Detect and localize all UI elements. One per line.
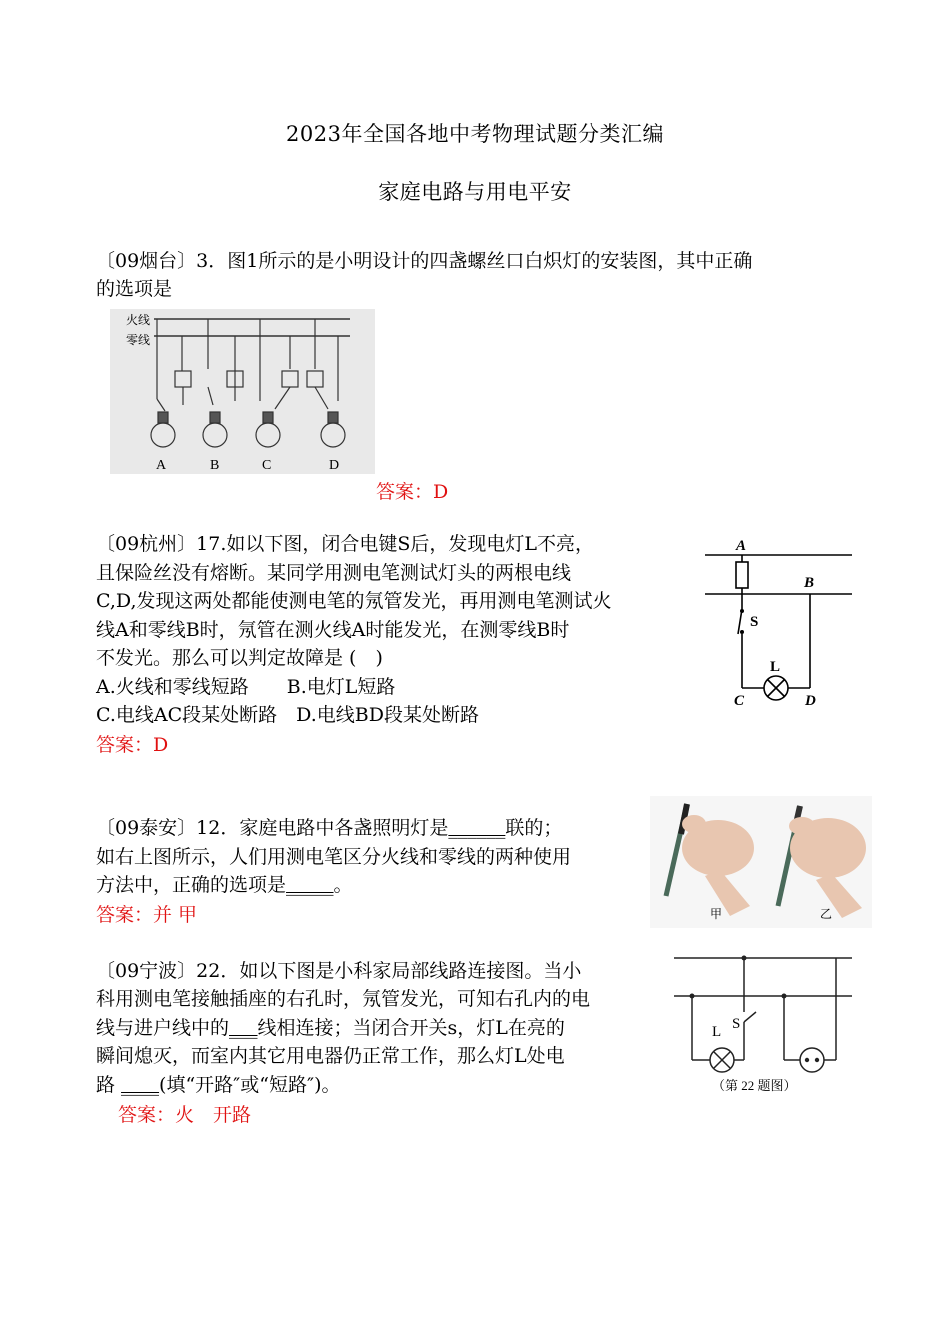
q3-text-line3 bbox=[96, 871, 353, 900]
fig1-label-c: C bbox=[262, 458, 272, 473]
fig4-label-s: S bbox=[732, 1016, 741, 1032]
q4-circuit-diagram bbox=[672, 950, 856, 1095]
q3-answer: 答案：并 甲 bbox=[96, 904, 198, 926]
q1-text-line1: 〔09烟台〕3．图1所示的是小明设计的四盏螺丝口白炽灯的安装图，其中正确 bbox=[96, 250, 753, 272]
q2-answer: 答案：D bbox=[96, 734, 169, 756]
q2-text-line1: 〔09杭州〕17.如以下图，闭合电键S后，发现电灯L不亮， bbox=[96, 533, 595, 555]
q3-line3-post: 。 bbox=[333, 874, 353, 896]
fig2-label-s: S bbox=[750, 614, 759, 630]
q2-options-ab: A.火线和零线短路 B.电灯L短路 bbox=[96, 676, 396, 698]
document-title: 2023年全国各地中考物理试题分类汇编 bbox=[286, 122, 664, 146]
fig1-label-a: A bbox=[156, 458, 167, 473]
q4-blank-1: ___ bbox=[229, 1017, 258, 1039]
q4-text-line1: 〔09宁波〕22．如以下图是小科家局部线路连接图。当小 bbox=[96, 960, 582, 982]
document-subtitle: 家庭电路与用电平安 bbox=[378, 180, 572, 204]
fig1-label-d: D bbox=[329, 458, 340, 473]
q4-blank-2: ____ bbox=[121, 1074, 160, 1096]
q4-text-line4: 瞬间熄灭，而室内其它用电器仍正常工作，那么灯L处电 bbox=[96, 1045, 565, 1067]
fig2-label-d: D bbox=[805, 693, 816, 709]
q4-line3-post: 线相连接；当闭合开关s，灯L在亮的 bbox=[257, 1017, 565, 1039]
q2-text-line5: 不发光。那么可以判定故障是 ( ) bbox=[96, 647, 383, 669]
neutral-wire-label: 零线 bbox=[126, 333, 151, 347]
q4-answer: 答案：火 开路 bbox=[118, 1104, 252, 1126]
q4-line3-pre: 线与进户线中的 bbox=[96, 1017, 230, 1039]
fig4-label-l: L bbox=[712, 1024, 722, 1040]
q2-text-line4: 线A和零线B时，氖管在测火线A时能发光，在测零线B时 bbox=[96, 619, 570, 641]
q1-figure bbox=[110, 309, 375, 474]
q2-options-cd: C.电线AC段某处断路 D.电线BD段某处断路 bbox=[96, 704, 479, 726]
fig4-caption: （第 22 题图） bbox=[712, 1078, 797, 1093]
q3-blank-1: ______ bbox=[448, 817, 506, 839]
q3-line1-post: 联的； bbox=[505, 817, 563, 839]
fig2-label-a: A bbox=[736, 538, 747, 554]
q2-text-line3: C,D,发现这两处都能使测电笔的氖管发光，再用测电笔测试火 bbox=[96, 590, 612, 612]
fig1-label-b: B bbox=[210, 458, 220, 473]
q3-text-line1 bbox=[96, 814, 562, 843]
fig3-label-jia: 甲 bbox=[710, 907, 723, 921]
q3-blank-2: _____ bbox=[286, 874, 334, 896]
fig2-label-c: C bbox=[734, 693, 745, 709]
fig2-label-l: L bbox=[770, 659, 781, 675]
q2-figure bbox=[700, 535, 860, 715]
q3-text-line2: 如右上图所示，人们用测电笔区分火线和零线的两种使用 bbox=[96, 846, 572, 868]
q4-figure bbox=[672, 950, 856, 1095]
live-wire-label: 火线 bbox=[126, 313, 151, 327]
q1-answer: 答案：D bbox=[376, 481, 449, 503]
q3-line3-pre: 方法中，正确的选项是 bbox=[96, 874, 287, 896]
q4-text-line5 bbox=[96, 1071, 341, 1100]
q4-line5-post: (填“开路″或“短路″)。 bbox=[159, 1074, 341, 1096]
fig3-label-yi: 乙 bbox=[820, 907, 833, 921]
q2-circuit-diagram bbox=[700, 535, 860, 715]
fig2-label-b: B bbox=[804, 575, 815, 591]
q4-text-line3 bbox=[96, 1014, 565, 1043]
q3-figure bbox=[650, 796, 872, 928]
q2-text-line2: 且保险丝没有熔断。某同学用测电笔测试灯头的两根电线 bbox=[96, 562, 572, 584]
q4-line5-pre: 路 bbox=[96, 1074, 122, 1096]
q3-line1-pre: 〔09泰安〕12．家庭电路中各盏照明灯是 bbox=[96, 817, 449, 839]
q3-test-pen-illustration bbox=[650, 796, 872, 928]
q1-text-line2: 的选项是 bbox=[96, 278, 173, 300]
q1-wiring-diagram bbox=[110, 309, 375, 474]
q4-text-line2: 科用测电笔接触插座的右孔时，氖管发光，可知右孔内的电 bbox=[96, 988, 591, 1010]
